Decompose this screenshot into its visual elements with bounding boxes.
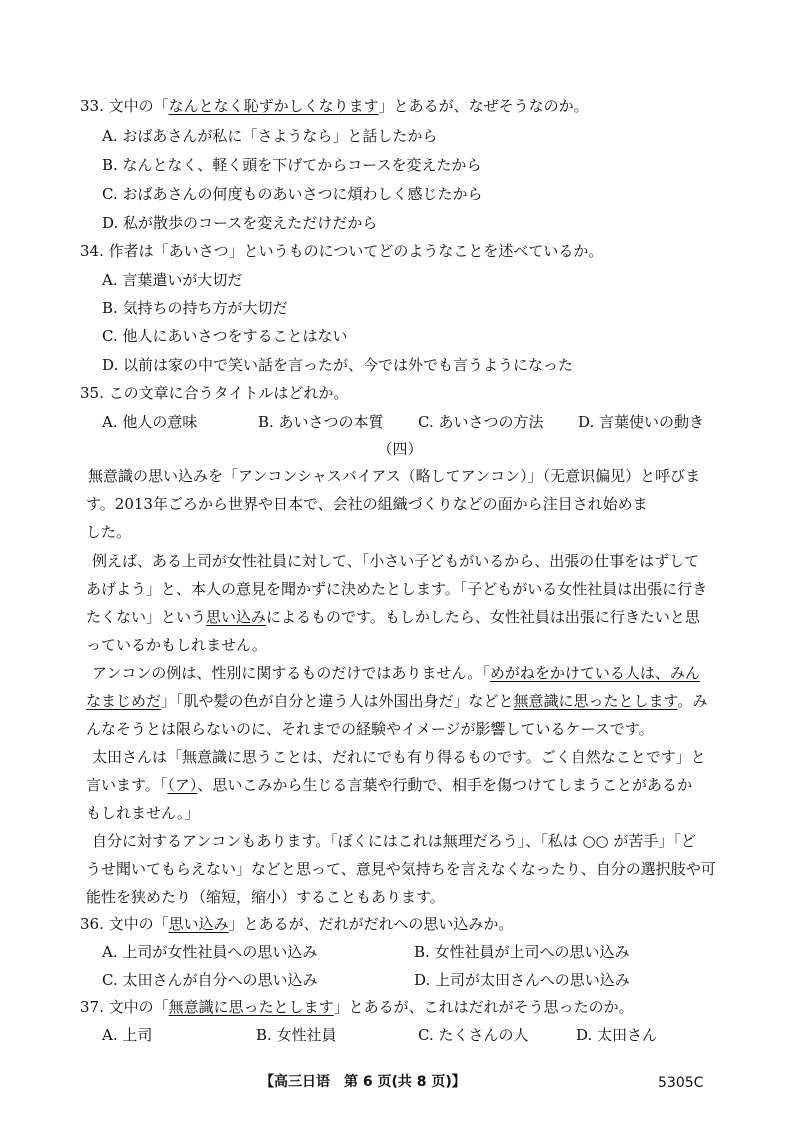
passage-p1-line2: す。2013年ごろから世界や日本で、会社の組織づくりなどの面から注目され始めま	[86, 495, 648, 513]
q36-option-a: A. 上司が女性社員への思い込み	[102, 943, 318, 961]
passage-p5-line1: 自分に対するアンコンもあります。「ぼくにはこれは無理だろう」、「私は ○○ が苦手」「ど	[92, 832, 696, 850]
q33-underlined: なんとなく恥ずかしくなります	[168, 97, 379, 115]
q37-option-a: A. 上司	[102, 1026, 153, 1044]
q36-prefix: 36. 文中の「	[80, 915, 169, 933]
p4-l2-post: 、思いこみから生じる言葉や行動で、相手を傷つけてしまうことがあるか	[197, 776, 693, 794]
p3-l2-underlined-2: 無意識に思ったとします	[513, 692, 678, 710]
p3-l2-post: 。み	[677, 692, 708, 710]
passage-p1-line3: した。	[86, 523, 132, 541]
passage-p1-line1: 無意識の思い込みを「アンコンシャスバイアス（略してアンコン）」（无意识偏见）と呼びま	[88, 467, 701, 485]
q36-option-c: C. 太田さんが自分への思い込み	[102, 971, 318, 989]
q33-prefix: 33. 文中の「	[80, 97, 169, 115]
p3-l1-underlined: めがねをかけている人は、みん	[489, 664, 700, 682]
passage-p3-line2	[86, 691, 707, 711]
passage-p2-line4: っているかもしれません。	[86, 636, 267, 654]
q34-option-b: B. 気持ちの持ち方が大切だ	[102, 299, 288, 317]
q36-underlined: 思い込み	[168, 915, 229, 933]
q36-option-d: D. 上司が太田さんへの思い込み	[414, 971, 630, 989]
q37-option-b: B. 女性社員	[256, 1026, 337, 1044]
q37-option-c: C. たくさんの人	[418, 1026, 529, 1044]
q37-option-d: D. 太田さん	[576, 1026, 658, 1044]
q33-option-b: B. なんとなく、軽く頭を下げてからコースを変えたから	[102, 156, 482, 174]
q34-option-c: C. 他人にあいさつをすることはない	[102, 327, 348, 345]
q33-suffix: 」とあるが、なぜそうなのか。	[378, 97, 589, 115]
p2-l3-pre: たくない」という	[86, 608, 207, 626]
q35-option-b: B. あいさつの本質	[258, 413, 384, 431]
question-34: 34. 作者は「あいさつ」というものについてどのようなことを述べているか。	[80, 242, 604, 260]
question-37	[80, 997, 634, 1017]
p2-l3-post: によるものです。もしかしたら、女性社員は出張に行きたいと思	[266, 608, 700, 626]
q33-option-d: D. 私が散歩のコースを変えただけだから	[102, 214, 378, 232]
q34-option-a: A. 言葉遣いが大切だ	[102, 271, 243, 289]
p2-underlined-omoikomi: 思い込み	[206, 608, 267, 626]
q37-underlined: 無意識に思ったとします	[168, 998, 334, 1016]
p3-l1-pre: アンコンの例は、性別に関するものだけではありません。「	[92, 664, 490, 682]
page-footer: 【高三日语 第 6 页(共 8 页)】	[260, 1074, 466, 1090]
passage-p5-line3: 能性を狭めたり（缩短，缩小）することもあります。	[86, 888, 445, 906]
q34-option-d: D. 以前は家の中で笑い話を言ったが、今では外でも言うようになった	[102, 356, 574, 374]
passage-p4-line2	[86, 775, 692, 795]
p4-l2-pre: 言います。「	[86, 776, 168, 794]
passage-p3-line1	[92, 663, 700, 683]
passage-p3-line3: んなそうとは限らないのに、それまでの経験やイメージが影響しているケースです。	[86, 720, 654, 738]
passage-p5-line2: うせ聞いてもらえない」などと思って、意見や気持ちを言えなくなったり、自分の選択肢や可	[86, 860, 716, 878]
q36-suffix: 」とあるが、だれがだれへの思い込みか。	[228, 915, 514, 933]
q36-option-b: B. 女性社員が上司への思い込み	[414, 943, 630, 961]
section-heading: （四）	[377, 440, 423, 458]
question-36	[80, 914, 513, 934]
passage-p2-line3	[86, 607, 700, 627]
passage-p4-line3: もしれません。」	[86, 804, 200, 822]
passage-p2-line2: あげよう」と、本人の意見を聞かずに決めたとします。「子どもがいる女性社員は出張に行き	[86, 580, 708, 598]
passage-p4-line1: 太田さんは「無意識に思うことは、だれにでも有り得るものです。ごく自然なことです」と	[92, 748, 706, 766]
q35-option-d: D. 言葉使いの動き	[578, 413, 705, 431]
p3-l2-underlined-1: なまじめだ	[86, 692, 162, 710]
q35-option-a: A. 他人の意味	[102, 413, 198, 431]
passage-p2-line1: 例えば、ある上司が女性社員に対して、「小さい子どもがいるから、出張の仕事をはずして	[92, 552, 700, 570]
q37-prefix: 37. 文中の「	[80, 998, 169, 1016]
question-35: 35. この文章に合うタイトルはどれか。	[80, 384, 349, 402]
q33-option-c: C. おばあさんの何度ものあいさつに煩わしく感じたから	[102, 185, 483, 203]
q35-option-c: C. あいさつの方法	[418, 413, 544, 431]
p4-blank-a: （ア）	[167, 776, 198, 794]
question-33	[80, 96, 589, 116]
paper-code: 5305C	[658, 1075, 704, 1091]
p3-l2-mid: 」「肌や髪の色が自分と違う人は外国出身だ」などと	[161, 692, 514, 710]
q37-suffix: 」とあるが、これはだれがそう思ったのか。	[333, 998, 634, 1016]
q33-option-a: A. おばあさんが私に「さようなら」と話したから	[102, 127, 438, 145]
